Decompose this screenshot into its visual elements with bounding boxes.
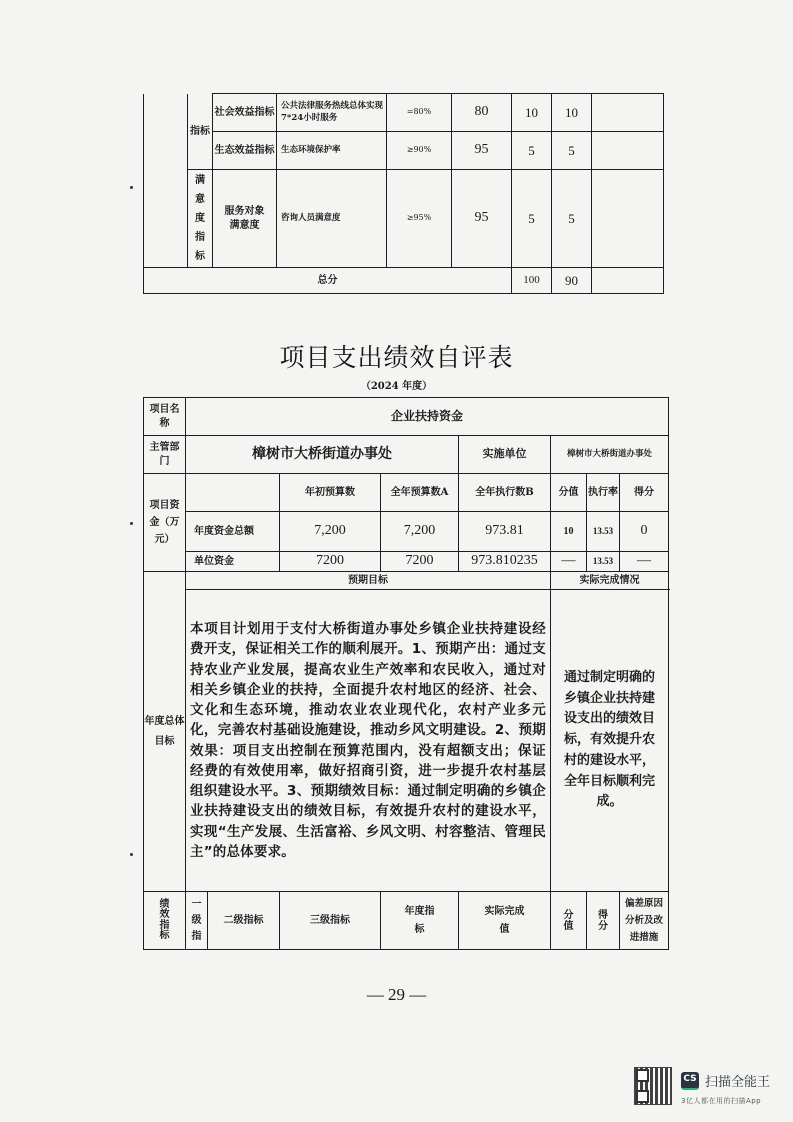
annual-budget: 7,200 xyxy=(381,512,459,552)
table-row xyxy=(144,132,664,170)
table-row xyxy=(144,94,664,132)
remark-cell xyxy=(592,170,664,268)
funds-header: 分值 xyxy=(551,474,587,512)
annual-budget: 7200 xyxy=(381,552,459,572)
project-name-row xyxy=(144,398,669,436)
margin-dot xyxy=(130,853,133,856)
initial-budget: 7,200 xyxy=(280,512,381,552)
target-cell: =80% xyxy=(387,94,452,132)
project-name-label: 项目名称 xyxy=(144,398,186,436)
funds-header: 全年预算数A xyxy=(381,474,459,512)
weight-cell: 10 xyxy=(512,94,552,132)
impl-label: 实施单位 xyxy=(459,436,551,474)
self-evaluation-table xyxy=(143,397,669,950)
project-name-value: 企业扶持资金 xyxy=(186,398,669,436)
camscanner-logo-icon: CS xyxy=(681,1072,699,1090)
funds-row-label: 年度资金总额 xyxy=(186,512,280,552)
score-header: 得分 xyxy=(587,892,620,950)
goals-row xyxy=(144,590,669,892)
level2-cell: 生态效益指标 xyxy=(213,132,277,170)
funds-row-label: 单位资金 xyxy=(186,552,280,572)
weight-cell: 5 xyxy=(512,170,552,268)
actual-cell: 80 xyxy=(452,94,512,132)
funds-header: 全年执行数B xyxy=(459,474,551,512)
weight-cell: 5 xyxy=(512,132,552,170)
level1-header: 一级指 xyxy=(186,892,208,950)
score: — xyxy=(620,552,669,572)
blank-cell xyxy=(144,94,188,268)
total-score: 90 xyxy=(552,268,592,294)
executed-amount: 973.81 xyxy=(459,512,551,552)
goals-header-row xyxy=(144,572,669,590)
actual-value-header: 实际完成值 xyxy=(459,892,551,950)
actual-cell: 95 xyxy=(452,170,512,268)
actual-cell: 95 xyxy=(452,132,512,170)
score-cell: 10 xyxy=(552,94,592,132)
goal-label: 年度总体目标 xyxy=(144,572,186,892)
total-row xyxy=(144,268,664,294)
level2-cell: 社会效益指标 xyxy=(213,94,277,132)
qr-code-icon xyxy=(634,1067,672,1105)
dept-value: 樟树市大桥街道办事处 xyxy=(186,436,459,474)
blank-cell xyxy=(186,474,280,512)
indicator-header-row xyxy=(144,892,669,950)
execution-rate: 13.53 xyxy=(587,512,620,552)
score-cell: 5 xyxy=(552,170,592,268)
level1-cell: 满意度指标 xyxy=(188,170,213,268)
dept-label: 主管部门 xyxy=(144,436,186,474)
funds-header: 年初预算数 xyxy=(280,474,381,512)
funds-row xyxy=(144,512,669,552)
funds-label: 项目资金（万元） xyxy=(144,474,186,572)
actual-completion-header: 实际完成情况 xyxy=(551,572,669,590)
funds-header: 得分 xyxy=(620,474,669,512)
table-row xyxy=(144,170,664,268)
target-cell: ≥90% xyxy=(387,132,452,170)
weight-header: 分值 xyxy=(551,892,587,950)
level3-cell: 咨询人员满意度 xyxy=(277,170,387,268)
annual-indicator-header: 年度指标 xyxy=(381,892,459,950)
impl-value: 樟树市大桥街道办事处 xyxy=(551,436,669,474)
funds-header: 执行率 xyxy=(587,474,620,512)
deviation-header: 偏差原因分析及改进措施 xyxy=(620,892,669,950)
level3-header: 三级指标 xyxy=(280,892,381,950)
score-cell: 5 xyxy=(552,132,592,170)
actual-completion-text: 通过制定明确的乡镇企业扶持建设支出的绩效目标，有效提升农村的建设水平，全年目标顺利完成。 xyxy=(551,590,669,892)
funds-header-row xyxy=(144,474,669,512)
remark-cell xyxy=(592,132,664,170)
margin-dot xyxy=(130,186,133,189)
score: 0 xyxy=(620,512,669,552)
executed-amount: 973.810235 xyxy=(459,552,551,572)
page-number: — 29 — xyxy=(366,985,427,1004)
target-cell: ≥95% xyxy=(387,170,452,268)
level2-header: 二级指标 xyxy=(208,892,280,950)
page-title: 项目支出绩效自评表 xyxy=(279,343,514,372)
indicator-section-label: 绩效指标 xyxy=(144,892,186,950)
level3-cell: 生态环境保护率 xyxy=(277,132,387,170)
expected-goal-text: 本项目计划用于支付大桥街道办事处乡镇企业扶持建设经费开支，保证相关工作的顺利展开。1、预期产出：通过支持农业产业发展，提高农业生产效率和农民收入，通过对相关乡镇企业的扶持，全面提升农村地区的经济、社会、文化和生态环境，推动农业农业现代化，农村产业多元化，完善农村基础设施建设，推动乡风文明建设。2、预期效果：项目支出控制在预算范围内，没有超额支出；保证经费的有效使用率，做好招商引资，进一步提升农村基层组织建设水平。3、预期绩效目标：通过制定明确的乡镇企业扶持建设支出的绩效目标，有效提升农村的建设水平，实现“生产发展、生活富裕、乡风文明、村容整洁、管理民主”的总体要求。 xyxy=(186,590,551,892)
camscanner-slogan: 3亿人都在用的扫描App xyxy=(681,1097,762,1105)
funds-row xyxy=(144,552,669,572)
level2-cell: 服务对象满意度 xyxy=(213,170,277,268)
level1-cell: 指标 xyxy=(188,94,213,170)
initial-budget: 7200 xyxy=(280,552,381,572)
indicator-table-continued xyxy=(143,93,664,294)
department-row xyxy=(144,436,669,474)
expected-goal-header: 预期目标 xyxy=(186,572,551,590)
remark-cell xyxy=(592,268,664,294)
remark-cell xyxy=(592,94,664,132)
total-weight: 100 xyxy=(512,268,552,294)
execution-rate: 13.53 xyxy=(587,552,620,572)
year-label: （2024 年度） xyxy=(360,381,433,392)
weight: 10 xyxy=(551,512,587,552)
total-label: 总分 xyxy=(144,268,512,294)
camscanner-name: 扫描全能王 xyxy=(705,1075,771,1090)
margin-dot xyxy=(130,522,133,525)
level3-cell: 公共法律服务热线总体实现7*24小时服务 xyxy=(277,94,387,132)
weight: — xyxy=(551,552,587,572)
